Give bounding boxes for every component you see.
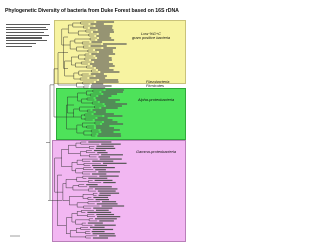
- gamma-leaf-label: [97, 216, 120, 217]
- gamma-leaf-label: [96, 146, 113, 147]
- gamma-leaf-label: [88, 141, 111, 142]
- gamma-leaf-label: [94, 150, 106, 151]
- gamma-leaf-label: [92, 173, 106, 174]
- flavo-leaf-label: [91, 85, 112, 86]
- alpha-leaf-label: [95, 119, 113, 120]
- alpha-leaf-label: [104, 115, 122, 116]
- alpha-leaf-label: [102, 123, 123, 124]
- gamma-leaf-label: [94, 225, 115, 226]
- gamma-leaf-label: [96, 199, 109, 200]
- low-gc-leaf-label: [94, 61, 109, 62]
- gamma-leaf-label: [97, 152, 107, 153]
- gamma-leaf-label: [99, 156, 111, 157]
- gamma-leaf-label: [101, 154, 123, 155]
- gamma-leaf-label: [99, 193, 119, 194]
- alpha-leaf-label: [98, 133, 120, 134]
- gamma-leaf-label: [96, 210, 109, 211]
- low-gc-leaf-label: [96, 75, 107, 76]
- low-gc-leaf-label: [98, 69, 114, 70]
- gamma-leaf-label: [96, 214, 114, 215]
- gamma-leaf-label: [99, 176, 118, 177]
- alpha-leaf-label: [101, 91, 123, 92]
- low-gc-leaf-label: [89, 77, 105, 78]
- low-gc-leaf-label: [95, 25, 112, 26]
- label-low-gc-line2: gram positive bacteria: [132, 35, 171, 41]
- alpha-leaf-label: [106, 105, 122, 106]
- low-gc-leaf-label: [96, 55, 109, 56]
- low-gc-leaf-label: [97, 57, 112, 58]
- alpha-leaf-label: [96, 125, 110, 126]
- gamma-leaf-label: [95, 188, 117, 189]
- gamma-leaf-label: [89, 186, 112, 187]
- low-gc-leaf-label: [96, 21, 114, 22]
- gamma-leaf-label: [96, 148, 115, 149]
- alpha-leaf-label: [96, 97, 109, 98]
- gamma-leaf-label: [98, 171, 120, 172]
- alpha-leaf-label: [104, 121, 118, 122]
- alpha-leaf-label: [96, 99, 120, 100]
- alpha-leaf-label: [105, 103, 127, 104]
- gamma-leaf-label: [98, 190, 116, 191]
- gamma-leaf-label: [95, 169, 106, 170]
- low-gc-leaf-label: [99, 33, 110, 34]
- gamma-leaf-label: [99, 220, 114, 221]
- flavo-leaf-label: [91, 87, 106, 88]
- gamma-leaf-label: [101, 144, 121, 145]
- low-gc-leaf-label: [91, 45, 107, 46]
- gamma-leaf-label: [95, 218, 117, 219]
- alpha-leaf-label: [94, 113, 114, 114]
- gamma-leaf-label: [93, 167, 115, 168]
- figure-title: Phylogenetic Diversity of bacteria from Duke Forest based on 16S rDNA: [5, 8, 179, 14]
- gamma-leaf-label: [102, 205, 125, 206]
- alpha-leaf-label: [101, 129, 120, 130]
- label-firmicutes-line2: Firmicutes: [146, 83, 164, 89]
- low-gc-leaf-label: [91, 73, 104, 74]
- gamma-leaf-label: [93, 233, 115, 234]
- low-gc-leaf-label: [92, 65, 114, 66]
- low-gc-leaf-label: [99, 79, 118, 80]
- low-gc-leaf-label: [90, 23, 103, 24]
- alpha-leaf-label: [96, 111, 106, 112]
- alpha-leaf-label: [101, 131, 113, 132]
- low-gc-leaf-label: [96, 67, 109, 68]
- label-flavobacteria-line1: Flavobacteria: [146, 79, 170, 84]
- alpha-leaf-label: [93, 109, 106, 110]
- gamma-leaf-label: [88, 178, 107, 179]
- label-low-gc-line1: Low %G+C: [141, 31, 161, 36]
- label-alpha-line1: Alpha-proteobacteria: [138, 97, 175, 102]
- gamma-leaf-label: [88, 222, 103, 223]
- alpha-leaf-label: [98, 95, 111, 96]
- low-gc-leaf-label: [95, 49, 113, 50]
- low-gc-leaf-label: [93, 31, 114, 32]
- low-gc-leaf-label: [90, 27, 112, 28]
- low-gc-leaf-label: [96, 35, 109, 36]
- low-gc-leaf-label: [103, 47, 116, 48]
- gamma-leaf-label: [92, 231, 105, 232]
- gamma-leaf-label: [99, 195, 111, 196]
- alpha-leaf-label: [100, 101, 116, 102]
- alpha-leaf-label: [103, 93, 117, 94]
- gamma-leaf-label: [93, 237, 108, 238]
- gamma-leaf-label: [93, 229, 114, 230]
- low-gc-leaf-label: [99, 51, 113, 52]
- gamma-leaf-label: [93, 208, 112, 209]
- low-gc-leaf-label: [97, 39, 114, 40]
- gamma-leaf-label: [86, 184, 97, 185]
- low-gc-leaf-label: [99, 37, 111, 38]
- gamma-leaf-label: [87, 212, 111, 213]
- gamma-leaf-label: [102, 201, 116, 202]
- flavo-leaf-label: [96, 81, 119, 82]
- alpha-leaf-label: [97, 135, 121, 136]
- low-gc-leaf-label: [90, 63, 113, 64]
- gamma-leaf-label: [92, 161, 113, 162]
- low-gc-leaf-label: [91, 53, 115, 54]
- alpha-leaf-label: [106, 89, 124, 90]
- low-gc-leaf-label: [98, 29, 114, 30]
- flavo-leaf-label: [92, 83, 103, 84]
- alpha-leaf-label: [101, 107, 117, 108]
- gamma-leaf-label: [93, 197, 108, 198]
- alpha-leaf-label: [97, 117, 107, 118]
- gamma-leaf-label: [103, 163, 127, 164]
- gamma-leaf-label: [97, 203, 118, 204]
- gamma-leaf-label: [99, 235, 116, 236]
- gamma-leaf-label: [100, 158, 122, 159]
- low-gc-leaf-label: [100, 71, 119, 72]
- gamma-leaf-label: [103, 182, 115, 183]
- alpha-leaf-label: [96, 127, 114, 128]
- label-gamma-line1: Gamma-proteobacteria: [136, 149, 177, 154]
- gamma-leaf-label: [90, 227, 105, 228]
- gamma-leaf-label: [92, 165, 107, 166]
- low-gc-leaf-label: [103, 43, 127, 44]
- gamma-leaf-label: [95, 180, 113, 181]
- low-gc-leaf-label: [91, 59, 112, 60]
- low-gc-leaf-label: [91, 41, 102, 42]
